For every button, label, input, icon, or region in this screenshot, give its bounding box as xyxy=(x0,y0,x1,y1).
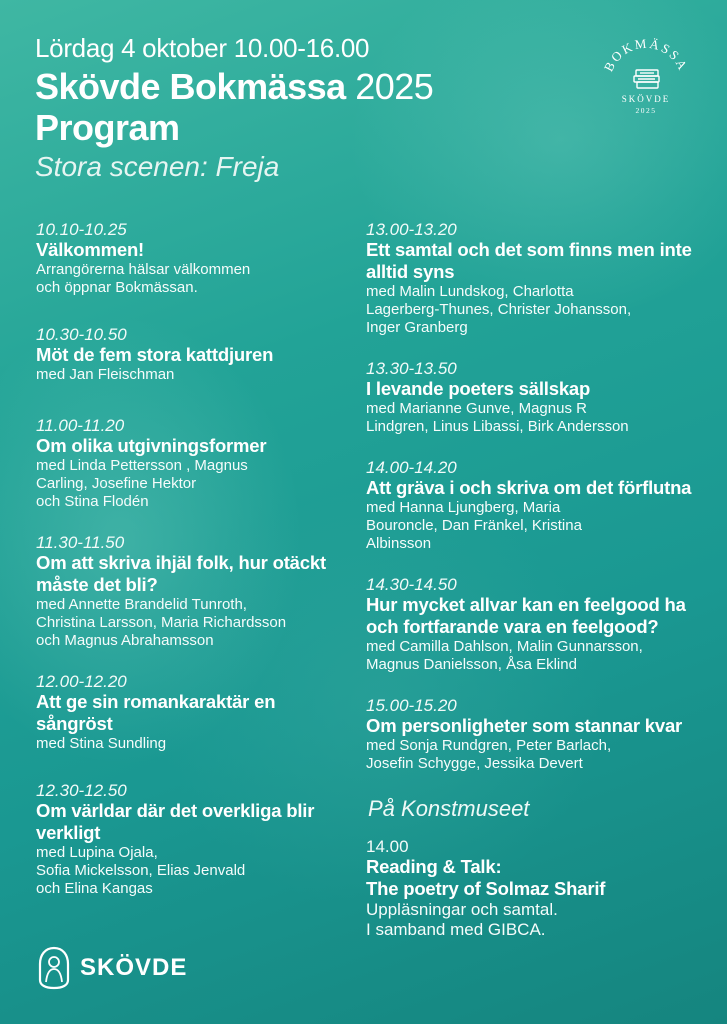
program-item-time: 11.00-11.20 xyxy=(36,416,125,435)
logo-arc-text: BOKMÄSSA xyxy=(600,35,692,74)
program-item xyxy=(36,220,356,297)
program-item-desc xyxy=(36,735,356,753)
desc-line: I samband med GIBCA. xyxy=(366,920,546,939)
program-item-desc xyxy=(366,900,706,940)
program-item-time: 13.00-13.20 xyxy=(366,220,457,239)
books-icon xyxy=(634,70,659,88)
program-item-title: Om att skriva ihjäl folk, hur otäckt måste det bli? xyxy=(36,552,326,595)
schedule-left-column xyxy=(36,220,356,920)
program-item-time: 14.30-14.50 xyxy=(366,575,457,594)
schedule-right-column xyxy=(366,220,706,962)
program-item xyxy=(36,781,356,898)
desc-line: Josefin Schygge, Jessika Devert xyxy=(366,755,583,772)
logo-city: SKÖVDE xyxy=(621,94,671,104)
program-item-title: Ett samtal och det som finns men inte alltid syns xyxy=(366,239,692,282)
program-item xyxy=(36,416,356,511)
program-item-time: 15.00-15.20 xyxy=(366,696,457,715)
desc-line: Magnus Danielsson, Åsa Eklind xyxy=(366,656,577,673)
event-title-year: 2025 xyxy=(355,66,434,107)
desc-line: med Hanna Ljungberg, Maria xyxy=(366,499,561,516)
desc-line: med Linda Pettersson , Magnus xyxy=(36,457,248,474)
desc-line: Uppläsningar och samtal. xyxy=(366,900,558,919)
skovde-footer-logo xyxy=(36,946,187,990)
program-item-time: 12.00-12.20 xyxy=(36,672,127,691)
program-item-desc xyxy=(36,844,356,898)
desc-line: med Sonja Rundgren, Peter Barlach, xyxy=(366,737,612,754)
desc-line: och Magnus Abrahamsson xyxy=(36,632,214,649)
desc-line: med Lupina Ojala, xyxy=(36,844,158,861)
desc-line: med Annette Brandelid Tunroth, xyxy=(36,596,247,613)
program-item-title: Om olika utgivningsformer xyxy=(36,435,267,456)
desc-line: Christina Larsson, Maria Richardsson xyxy=(36,614,287,631)
program-item xyxy=(36,672,356,753)
program-item-desc xyxy=(36,596,356,650)
event-title-main: Skövde Bokmässa xyxy=(35,66,346,107)
desc-line: Bouroncle, Dan Fränkel, Kristina xyxy=(366,517,582,534)
program-item-time: 10.30-10.50 xyxy=(36,325,127,344)
desc-line: Lagerberg-Thunes, Christer Johansson, xyxy=(366,301,632,318)
program-item xyxy=(366,220,706,337)
program-item-desc xyxy=(366,638,706,674)
program-item-time: 13.30-13.50 xyxy=(366,359,457,378)
desc-line: Carling, Josefine Hektor xyxy=(36,475,197,492)
desc-line: Inger Granberg xyxy=(366,319,468,336)
program-item-title: Om personligheter som stannar kvar xyxy=(366,715,683,736)
logo-year: 2025 xyxy=(635,106,657,115)
desc-line: Arrangörerna hälsar välkommen xyxy=(36,261,251,278)
program-item-title: Hur mycket allvar kan en feelgood ha och fortfarande vara en feelgood? xyxy=(366,594,686,637)
program-item-time: 14.00 xyxy=(366,837,409,856)
program-item-time: 14.00-14.20 xyxy=(366,458,457,477)
program-item-desc xyxy=(366,737,706,773)
konstmuseet-label: På Konstmuseet xyxy=(368,796,530,821)
program-item-konstmuseet xyxy=(366,837,706,940)
desc-line: med Camilla Dahlson, Malin Gunnarsson, xyxy=(366,638,643,655)
desc-line: och Stina Flodén xyxy=(36,493,149,510)
skovde-emblem-icon xyxy=(36,946,72,990)
stage-name: Stora scenen: Freja xyxy=(35,151,280,182)
program-item xyxy=(366,359,706,436)
program-item-desc xyxy=(36,457,356,511)
bokmassa-logo xyxy=(598,30,694,126)
program-item-title xyxy=(366,856,706,900)
program-item-title: Att ge sin romankaraktär en sångröst xyxy=(36,691,276,734)
program-item-title: Att gräva i och skriva om det förflutna xyxy=(366,477,692,498)
event-date: Lördag 4 oktober 10.00-16.00 xyxy=(35,33,370,63)
program-item-desc xyxy=(366,283,706,337)
program-item-desc xyxy=(366,400,706,436)
program-item-title: I levande poeters sällskap xyxy=(366,378,591,399)
desc-line: Albinsson xyxy=(366,535,432,552)
title-line: Reading & Talk: xyxy=(366,856,502,877)
desc-line: med Jan Fleischman xyxy=(36,366,175,383)
program-item xyxy=(36,533,356,650)
program-item-desc xyxy=(36,261,356,297)
program-item-time: 11.30-11.50 xyxy=(36,533,125,552)
program-item xyxy=(366,696,706,773)
program-heading: Program xyxy=(35,107,180,148)
program-item-title: Möt de fem stora kattdjuren xyxy=(36,344,274,365)
desc-line: och öppnar Bokmässan. xyxy=(36,279,198,296)
program-item-title: Välkommen! xyxy=(36,239,145,260)
program-item xyxy=(36,325,356,384)
desc-line: och Elina Kangas xyxy=(36,880,153,897)
skovde-brand-text: SKÖVDE xyxy=(80,954,188,981)
program-item xyxy=(366,575,706,674)
program-item-title: Om världar där det overkliga blir verkligt xyxy=(36,800,315,843)
desc-line: Sofia Mickelsson, Elias Jenvald xyxy=(36,862,246,879)
desc-line: Lindgren, Linus Libassi, Birk Andersson xyxy=(366,418,629,435)
program-item-time: 10.10-10.25 xyxy=(36,220,127,239)
event-title xyxy=(35,66,595,108)
program-item-desc xyxy=(36,366,356,384)
program-item xyxy=(366,458,706,553)
desc-line: med Malin Lundskog, Charlotta xyxy=(366,283,574,300)
poster-header xyxy=(35,32,595,184)
desc-line: med Marianne Gunve, Magnus R xyxy=(366,400,587,417)
title-line: The poetry of Solmaz Sharif xyxy=(366,878,606,899)
program-item-time: 12.30-12.50 xyxy=(36,781,127,800)
program-item-desc xyxy=(366,499,706,553)
desc-line: med Stina Sundling xyxy=(36,735,167,752)
